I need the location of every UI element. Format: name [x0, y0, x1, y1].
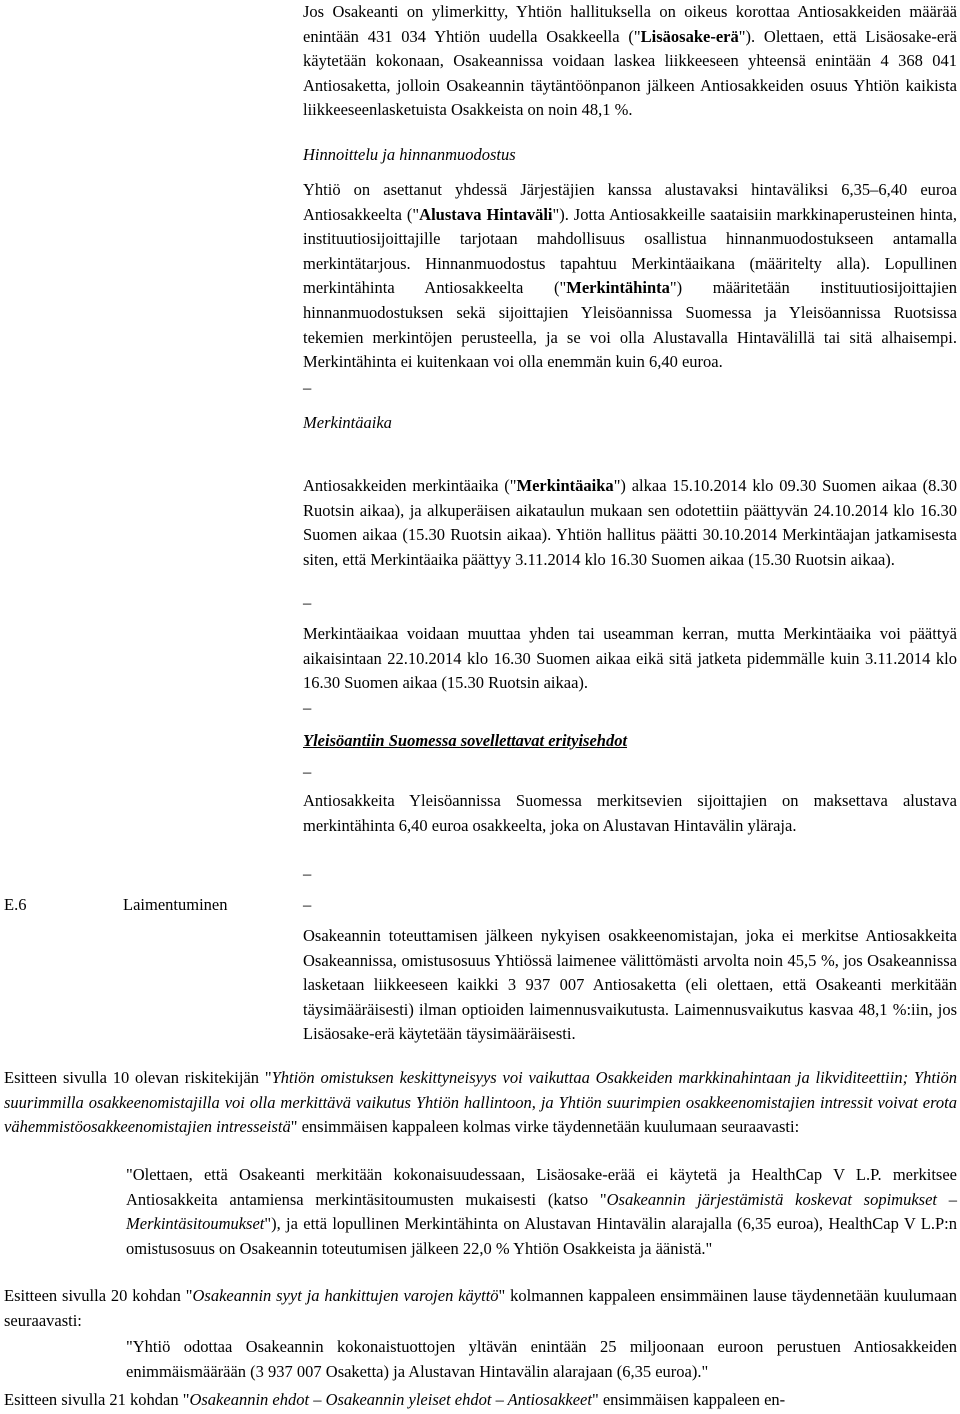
list-dash: –	[303, 864, 312, 883]
heading-pricing: Hinnoittelu ja hinnanmuodostus	[303, 145, 516, 164]
quoted-title: Yhtiön omistuksen keskittyneisyys voi vaikuttaa Osakkeiden markkinahintaan ja likviditeettiin; Yhtiön suurimmilla osakkeenomistajilla voi olla merkittävä vaikutus Yhtiön hallintoon, ja Yhtiön suurimpien osakkeenomistajien intressit voivat erota vähemmistöosakkeenomistajien intresseistä	[4, 1068, 957, 1137]
paragraph-risk-factor-supplement: Esitteen sivulla 10 olevan riskitekijän "Yhtiön omistuksen keskittyneisyys voi vaikuttaa Osakkeiden markkinahintaan ja likviditeettiin; Yhtiön suurimmilla osakkeenomistajilla voi olla merkittävä vaikutus Yhtiön hallintoon, ja Yhtiön suurimpien osakkeenomistajien intressit voivat erota vähemmistöosakkeenomistajien intresseistä" ensimmäisen kappaleen kolmas virke täydennetään kuulumaan seuraavasti:	[4, 1068, 957, 1137]
list-dash: –	[303, 895, 312, 914]
defined-term: Merkintähinta	[566, 278, 670, 298]
list-dash: –	[303, 762, 312, 781]
paragraph-pricing: Yhtiö on asettanut yhdessä Järjestäjien kanssa alustavaksi hintaväliksi 6,35–6,40 euroa Antiosakkeelta ("Alustava Hintaväli"). Jotta Antiosakkeille saataisiin markkinaperusteinen hinta, instituutiosijoittajille tarjotaan mahdollisuus osallistua hinnanmuodostukseen antamalla merkintätarjous. Hinnanmuodostus tapahtuu Merkintäaikana (määritelty alla). Lopullinen merkintähinta Antiosakkeelta ("Merkintähinta") määritetään instituutiosijoittajien hinnanmuodostuksen sekä sijoittajien Yleisöannissa Suomessa ja Yleisöannissa Ruotsissa tekemien merkintöjen perusteella, ja se voi olla Alustavalla Hintavälillä tai sitä alhaisempi. Merkintähinta ei kuitenkaan voi olla enemmän kuin 6,40 euroa.	[303, 180, 958, 372]
paragraph-subscription-period: Antiosakkeiden merkintäaika ("Merkintäaika") alkaa 15.10.2014 klo 09.30 Suomen aikaa (8.30 Ruotsin aikaa), ja alkuperäisen aikataulun mukaan sen odotettiin päättyvän 24.10.2014 klo 16.30 Suomen aikaa (15.30 Ruotsin aikaa). Yhtiön hallitus päätti 30.10.2014 Merkintäajan jatkamisesta siten, että Merkintäaika päättyy 3.11.2014 klo 16.30 Suomen aikaa (15.30 Ruotsin aikaa).	[303, 476, 957, 569]
paragraph-use-of-proceeds-supplement: Esitteen sivulla 20 kohdan "Osakeannin syyt ja hankittujen varojen käyttö" kolmannen kappaleen ensimmäinen lause täydennetään kuulumaan seuraavasti:	[4, 1286, 957, 1330]
paragraph-public-offering-price: Antiosakkeita Yleisöannissa Suomessa merkitsevien sijoittajien on maksettava alustava merkintähinta 6,40 euroa osakkeelta, joka on Alustavan Hintavälin yläraja.	[303, 791, 957, 835]
paragraph-additional-share-tranche: Jos Osakeanti on ylimerkitty, Yhtiön hallituksella on oikeus korottaa Antiosakkeiden määrää enintään 431 034 Yhtiön uudella Osakkeella ("Lisäosake-erä"). Olettaen, että Lisäosake-erä käytetään kokonaan, Osakeannissa voidaan laskea liikkeeseen yhteensä enintään 4 368 041 Antiosaketta, jolloin Osakeannin täytäntöönpanon jälkeen Antiosakkeiden osuus Yhtiön kaikista liikkeeseenlasketuista Osakkeista on noin 48,1 %.	[303, 2, 957, 120]
list-dash: –	[303, 593, 312, 612]
quoted-title: Osakeannin syyt ja hankittujen varojen käyttö	[192, 1286, 499, 1305]
heading-subscription-period: Merkintäaika	[303, 413, 392, 432]
paragraph-subscription-period-change: Merkintäaikaa voidaan muuttaa yhden tai useamman kerran, mutta Merkintäaika voi päättyä aikaisintaan 22.10.2014 klo 16.30 Suomen aikaa eikä sitä jatketa pidemmälle kuin 3.11.2014 klo 16.30 Suomen aikaa (15.30 Ruotsin aikaa).	[303, 624, 957, 693]
list-dash: –	[303, 378, 312, 397]
section-number: E.6	[4, 895, 27, 914]
heading-public-offering-finland: Yleisöantiin Suomessa sovellettavat erityisehdot	[303, 731, 628, 750]
quoted-title: Osakeannin järjestämistä koskevat sopimukset – Merkintäsitoumukset	[126, 1189, 957, 1234]
paragraph-offering-terms-supplement: Esitteen sivulla 21 kohdan "Osakeannin ehdot – Osakeannin yleiset ehdot – Antiosakkeet" ensimmäisen kappaleen en-	[4, 1390, 786, 1409]
defined-term: Merkintäaika	[516, 476, 614, 495]
quote-healthcap: "Olettaen, että Osakeanti merkitään kokonaisuudessaan, Lisäosake-erää ei käytetä ja HealthCap V L.P. merkitsee Antiosakkeita antamiensa merkintäsitoumusten mukaisesti (katso "Osakeannin järjestämistä koskevat sopimukset – Merkintäsitoumukset"), ja että lopullinen Merkintähinta on Alustavan Hintavälin alarajalla (6,35 euroa), HealthCap V L.P:n omistusosuus on Osakeannin toteutumisen jälkeen 22,0 % Yhtiön Osakkeista ja äänistä."	[126, 1165, 957, 1258]
paragraph-dilution: Osakeannin toteuttamisen jälkeen nykyisen osakkeenomistajan, joka ei merkitse Antiosakkeita Osakeannissa, omistusosuus Yhtiössä laimenee välittömästi arvolta noin 45,5 %, jos Osakeannissa lasketaan liikkeeseen kaikki 3 937 007 Antiosaketta (eli olettaen, että Osakeanti merkitään täysimääräisesti) ilman optioiden laimennusvaikutusta. Laimennusvaikutus kasvaa 48,1 %:iin, jos Lisäosake-erä käytetään täysimääräisesti.	[303, 926, 957, 1044]
defined-term: Alustava Hintaväli	[419, 204, 553, 224]
defined-term: Lisäosake-erä	[640, 26, 739, 46]
section-title: Laimentuminen	[123, 895, 228, 914]
list-dash: –	[303, 698, 312, 717]
quoted-title: Osakeannin ehdot – Osakeannin yleiset ehdot – Antiosakkeet	[189, 1390, 592, 1409]
quote-proceeds: "Yhtiö odottaa Osakeannin kokonaistuottojen yltävän enintään 25 miljoonaan euroon perustuen Antiosakkeiden enimmäismäärään (3 937 007 Osaketta) ja Alustavan Hintavälin alarajaan (6,35 euroa)."	[126, 1337, 957, 1381]
